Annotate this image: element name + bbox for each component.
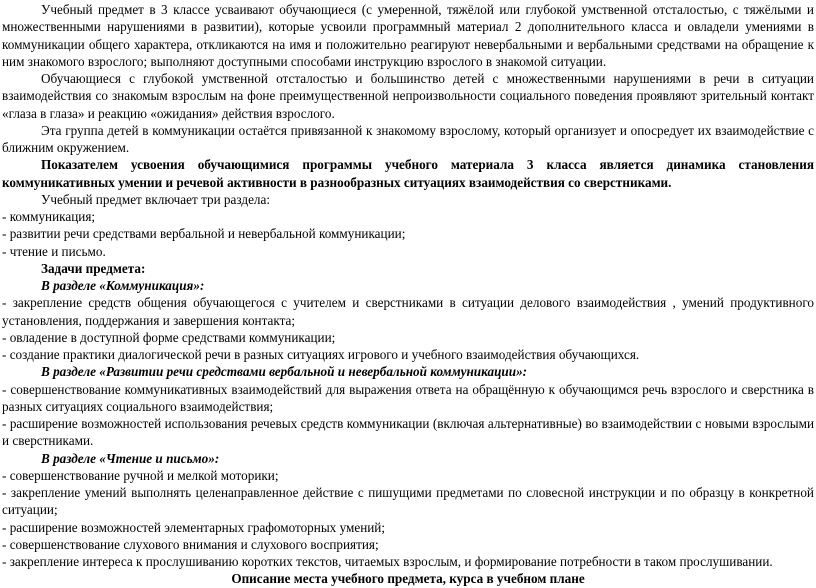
- section-list-item: - коммуникация;: [2, 209, 96, 224]
- task-item: - закрепление умений выполнять целенаправленное действие с пишущими предметами по словесной инструкции и по образцу в конкретной ситуации;: [2, 485, 814, 518]
- task-item: - создание практики диалогической речи в разных ситуациях игрового и учебного взаимодействия обучающихся.: [2, 347, 640, 362]
- section-speech-heading: В разделе «Развитии речи средствами вербальной и невербальной коммуникации»:: [41, 364, 528, 380]
- task-item: - закрепление средств общения обучающегося с учителем и сверстниками в ситуации делового взаимодействия , умений продуктивного установления, поддержания и завершения контакта;: [2, 295, 814, 328]
- closing-heading: Описание места учебного предмета, курса в учебном плане: [231, 571, 585, 587]
- paragraph-deep-disability: Обучающиеся с глубокой умственной отсталостью и большинство детей с множественными нарушениями в речи в ситуации взаимодействия со знакомым взрослым на фоне преимущественной непроизвольности социального поведения проявляют зрительный контакт «глаза в глаза» и реакцию «ожидания» действия взрослого.: [2, 71, 814, 121]
- tasks-heading: Задачи предмета:: [41, 260, 146, 276]
- section-reading-heading: В разделе «Чтение и письмо»:: [41, 450, 220, 466]
- task-item: - расширение возможностей использования речевых средств коммуникации (включая альтернативные) во взаимодействии с новыми взрослыми и сверстниками.: [2, 416, 814, 449]
- task-item: - овладение в доступной форме средствами коммуникации;: [2, 329, 336, 345]
- task-item: - совершенствование ручной и мелкой моторики;: [2, 467, 279, 483]
- task-item: - совершенствование слухового внимания и слухового восприятия;: [2, 536, 379, 552]
- section-communication-heading: В разделе «Коммуникация»:: [41, 278, 205, 293]
- section-list-item: - чтение и письмо.: [2, 243, 106, 259]
- section-list-item: - развитии речи средствами вербальной и невербальной коммуникации;: [2, 226, 406, 242]
- task-item: - совершенствование коммуникативных взаимодействий для выражения ответа на обращённую к обучающимся речь взрослого и сверстника в разных ситуациях социального взаимодействия;: [2, 381, 814, 414]
- task-item: - закрепление интереса к прослушиванию коротких текстов, читаемых взрослым, и формирование потребности в таком прослушивании.: [2, 554, 773, 569]
- paragraph-attached-group: Эта группа детей в коммуникации остаётся привязанной к знакомому взрослому, который организует и опосредует их взаимодействие с ближним окружением.: [2, 122, 814, 155]
- paragraph-mastery-indicator: Показателем усвоения обучающимися программы учебного материала 3 класса является динамика становления коммуникативных умении и речевой активности в разнообразных ситуациях взаимодействия со сверстниками.: [2, 157, 814, 190]
- task-item: - расширение возможностей элементарных графомоторных умений;: [2, 519, 386, 535]
- paragraph-intro: Учебный предмет в 3 классе усваивают обучающиеся (с умеренной, тяжёлой или глубокой умственной отсталостью, с тяжёлыми и множественными нарушениями в развитии), которые усвоили программный материал 2 дополнительного класса и овладели умениями в коммуникации общего характера, откликаются на имя и положительно реагируют невербальными и вербальными средствами на обращение к ним знакомого взрослого; выполняют доступными способами инструкцию взрослого в знакомой ситуации.: [2, 2, 814, 69]
- paragraph-sections-intro: Учебный предмет включает три раздела:: [41, 191, 271, 207]
